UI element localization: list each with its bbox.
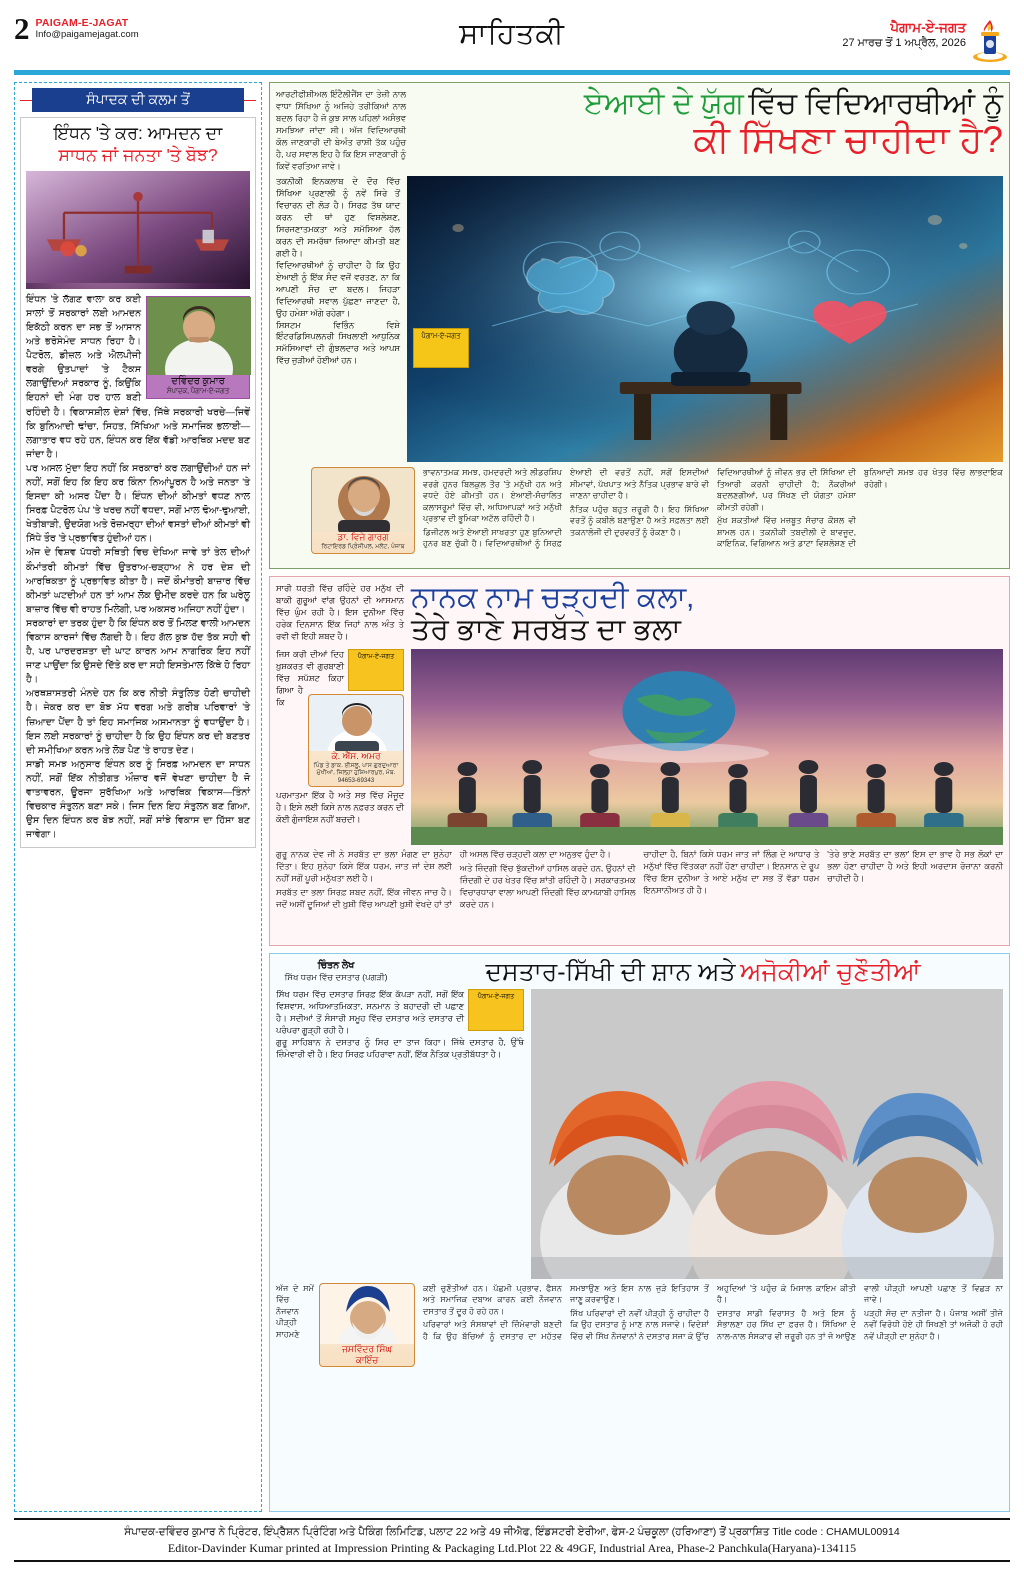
article-ai-photo — [407, 176, 1003, 462]
editorial-para: ਪਰ ਅਸਲ ਮੁੱਦਾ ਇਹ ਨਹੀਂ ਕਿ ਸਰਕਾਰਾਂ ਕਰ ਲਗਾਉਂਦੀਆਂ ਹਨ ਜਾਂ ਨਹੀਂ, ਸਗੋਂ ਇਹ ਕਿ ਇਹ ਕਰ ਕਿੰਨਾ ਨਿਆਂਪੂਰਨ ਹੈ ਅਤੇ ਜਨਤਾ 'ਤੇ ਇਸਦਾ ਕੀ ਅਸਰ ਪੈਂਦਾ ਹੈ। ਇੰਧਨ ਦੀਆਂ ਕੀਮਤਾਂ ਵਧਣ ਨਾਲ ਸਿਰਫ਼ ਪੈਟਰੋਲ ਪੰਪ 'ਤੇ ਖਰਚ ਨਹੀਂ ਵਧਦਾ, ਸਗੋਂ ਮਾਲ ਢੋਆ-ਢੁਆਈ, ਖੇਤੀਬਾੜੀ, ਉਦਯੋਗ ਅਤੇ ਰੋਜ਼ਮਰ੍ਹਾ ਦੀਆਂ ਵਸਤਾਂ ਦੀਆਂ ਕੀਮਤਾਂ ਵੀ ਸਿੱਧੇ ਤੌਰ 'ਤੇ ਪ੍ਰਭਾਵਿਤ ਹੁੰਦੀਆਂ ਹਨ। — [26, 462, 250, 545]
footer-imprint-en: Editor-Davinder Kumar printed at Impression Printing & Packaging Ltd.Plot 22 & 49GF, Industrial Area, Phase-2 Panchkula(Haryana)-134115 — [167, 1540, 857, 1555]
article-nanak-body — [276, 849, 1003, 911]
article-nanak-author-photo — [309, 695, 403, 751]
article-dastaar — [269, 953, 1010, 1512]
article-nanak-col-left — [276, 649, 404, 845]
article-nanak-headline-black: ਤੇਰੇ ਭਾਣੇ ਸਰਬੱਤ ਦਾ ਭਲਾ — [411, 613, 681, 646]
brand-name-en: PAIGAM-E-JAGAT — [35, 17, 129, 29]
article-nanak-para: ਚਾਹੀਦਾ ਹੈ, ਬਿਨਾਂ ਕਿਸੇ ਧਰਮ ਜਾਤ ਜਾਂ ਲਿੰਗ ਦੇ ਆਧਾਰ ਤੇ ਮਨੁੱਖਾਂ ਵਿੱਚ ਵਿੱਤਕਰਾ ਨਹੀਂ ਹੋਣਾ ਚਾਹੀਦਾ। ਇਨਸਾਨ ਦੇ ਰੂਪ ਵਿੱਚ ਇਸ ਦੁਨੀਆ ਤੇ ਆਏ ਮਨੁੱਖ ਦਾ ਸਭ ਤੋਂ ਵੱਡਾ ਧਰਮ ਇਨਸਾਨੀਅਤ ਹੀ ਹੈ। — [643, 849, 820, 895]
section-title-wrap — [14, 18, 1010, 51]
page-number: 2 — [14, 11, 30, 46]
article-ai-para: ਤਕਨੀਕੀ ਇਨਕਲਾਬ ਦੇ ਦੌਰ ਵਿੱਚ ਸਿੱਖਿਆ ਪ੍ਰਣਾਲੀ ਨੂੰ ਨਵੇਂ ਸਿਰੇ ਤੋਂ ਵਿਚਾਰਨ ਦੀ ਲੋੜ ਹੈ। ਸਿਰਫ਼ ਤੱਥ ਯਾਦ ਕਰਨ ਦੀ ਥਾਂ ਹੁਣ ਵਿਸ਼ਲੇਸ਼ਣ, ਸਿਰਜਣਾਤਮਕਤਾ ਅਤੇ ਸਮੱਸਿਆ ਹੱਲ ਕਰਨ ਦੀ ਸਮਰੱਥਾ ਜ਼ਿਆਦਾ ਕੀਮਤੀ ਬਣ ਗਈ ਹੈ। — [276, 176, 400, 258]
article-nanak-para: ਸਾਰੀ ਧਰਤੀ ਵਿੱਚ ਰਹਿੰਦੇ ਹਰ ਮਨੁੱਖ ਦੀ ਬਾਕੀ ਗੁਰੂਆਂ ਵਾਂਗ ਉਹਨਾਂ ਦੀ ਆਸਮਾਨ ਵਿੱਚ ਘੁੰਮ ਰਹੀ ਹੈ। ਇਸ ਦੁਨੀਆ ਵਿੱਚ ਹਰੇਕ ਦਿਨਸਾਨ ਇੱਕ ਜਿਹਾਂ ਨਾਲ ਅੰਤ ਤੇ ਰਵੀ ਵੀ ਇਹੀ ਸ਼ਬਦ ਹੈ। — [276, 583, 404, 641]
editorial-tag: ਸੰਪਾਦਕ ਦੀ ਕਲਮ ਤੋਂ — [32, 88, 244, 112]
article-dastaar-headline-black: ਦਸਤਾਰ-ਸਿੱਖੀ ਦੀ ਸ਼ਾਨ ਅਤੇ — [485, 958, 736, 986]
editorial-para: ਸਰਕਾਰਾਂ ਦਾ ਤਰਕ ਹੁੰਦਾ ਹੈ ਕਿ ਇੰਧਨ ਕਰ ਤੋਂ ਮਿਲਣ ਵਾਲੀ ਆਮਦਨ ਵਿਕਾਸ ਕਾਰਜਾਂ ਵਿੱਚ ਲੱਗਦੀ ਹੈ। ਇਹ ਗੱਲ ਕੁਝ ਹੱਦ ਤੱਕ ਸਹੀ ਵੀ ਹੈ, ਪਰ ਪਾਰਦਰਸ਼ਤਾ ਦੀ ਘਾਟ ਕਾਰਨ ਆਮ ਨਾਗਰਿਕ ਇਹ ਨਹੀਂ ਜਾਣ ਪਾਉਂਦਾ ਕਿ ਉਸਦੇ ਦਿੱਤੇ ਕਰ ਦਾ ਸਹੀ ਇਸਤੇਮਾਲ ਕਿੱਥੇ ਹੋ ਰਿਹਾ ਹੈ। — [26, 617, 250, 686]
logo-text-pa: ਪੈਗਾਮ-ਏ-ਜਗਤ — [890, 20, 966, 35]
article-ai-para: ਡਿਜੀਟਲ ਅਤੇ ਏਆਈ ਸਾਖਰਤਾ ਹੁਣ ਬੁਨਿਆਦੀ ਹੁਨਰ ਬਣ ਚੁੱਕੀ ਹੈ। ਵਿਦਿਆਰਥੀਆਂ ਨੂੰ ਸਿਰਫ਼ ਏਆਈ ਦੀ ਵਰਤੋਂ ਨਹੀਂ, ਸਗੋਂ ਇਸਦੀਆਂ ਸੀਮਾਵਾਂ, ਪੱਖਪਾਤ ਅਤੇ ਨੈਤਿਕ ਪ੍ਰਭਾਵ ਬਾਰੇ ਵੀ ਜਾਣਨਾ ਚਾਹੀਦਾ ਹੈ। — [423, 468, 709, 549]
article-ai-para: ਵਿਦਿਆਰਥੀਆਂ ਨੂੰ ਚਾਹੀਦਾ ਹੈ ਕਿ ਉਹ ਏਆਈ ਨੂੰ ਇੱਕ ਸੰਦ ਵਜੋਂ ਵਰਤਣ, ਨਾ ਕਿ ਆਪਣੀ ਸੋਚ ਦਾ ਬਦਲ। ਜਿਹੜਾ ਵਿਦਿਆਰਥੀ ਸਵਾਲ ਪੁੱਛਣਾ ਜਾਣਦਾ ਹੈ, ਉਹ ਹਮੇਸ਼ਾ ਅੱਗੇ ਰਹੇਗਾ। — [276, 259, 400, 318]
article-ai-author-name: ਡਾ. ਵਿਜੇ ਗਾਰਗ — [337, 532, 389, 543]
editorial-column — [14, 82, 262, 1512]
article-ai-headline-red: ਕੀ ਸਿੱਖਣਾ ਚਾਹੀਦਾ ਹੈ? — [693, 119, 1003, 160]
article-ai-para: ਨੈਤਿਕ ਪਹੁੰਚ ਬਹੁਤ ਜ਼ਰੂਰੀ ਹੈ। ਇਹ ਸਿੱਖਿਆ ਵਰਤੋਂ ਨੂੰ ਕਬੀਲੇ ਬਣਾਉਣਾ ਹੈ ਅਤੇ ਸਫ਼ਲਤਾ ਲਈ ਤਕਨਾਲੋਜੀ ਦੀ ਦੁਰਵਰਤੋਂ ਨੂੰ ਰੋਕਣਾ ਹੈ। — [570, 504, 709, 537]
article-dastaar-author-name2: ਕਾਇੰਚ — [355, 1354, 379, 1365]
article-ai-para: ਭਾਵਨਾਤਮਕ ਸਮਝ, ਹਮਦਰਦੀ ਅਤੇ ਲੀਡਰਸ਼ਿਪ ਵਰਗੇ ਹੁਨਰ ਬਿਲਕੁਲ ਤੌਰ 'ਤੇ ਮਨੁੱਖੀ ਹਨ ਅਤੇ ਵਧਦੇ ਹੋਏ ਕੀਮਤੀ ਹਨ। ਏਆਈ-ਸੰਚਾਲਿਤ ਕਲਾਸਰੂਮਾਂ ਵਿੱਚ ਵੀ, ਅਧਿਆਪਕਾਂ ਅਤੇ ਮਨੁੱਖੀ ਪ੍ਰਭਾਵ ਦੀ ਭੂਮਿਕਾ ਅਟੱਲ ਰਹਿੰਦੀ ਹੈ। — [423, 468, 562, 524]
article-ai-para: ਮੁੱਖ ਸ਼ਕਤੀਆਂ ਵਿੱਚ ਮਜ਼ਬੂਤ ਸੰਚਾਰ ਕੌਸ਼ਲ ਵੀ ਸ਼ਾਮਲ ਹਨ। ਤਕਨੀਕੀ ਤਬਦੀਲੀ ਦੇ ਬਾਵਜੂਦ, ਕਾਇਨਿਕ, ਵਿਗਿਆਨ ਅਤੇ ਡਾਟਾ ਵਿਸ਼ਲੇਸ਼ਣ ਦੀ ਬੁਨਿਆਦੀ ਸਮਝ ਹਰ ਖੇਤਰ ਵਿੱਚ ਲਾਭਦਾਇਕ ਰਹੇਗੀ। — [717, 468, 1003, 549]
article-nanak-author-sub: ਪਿੰਡ ਤੇ ਡਾਕ. ਈਸਲੂ, ਪਾਸ ਗੁਰਦੁਆਰਾ ਮੁੱਖੀਆਂ, ਜ਼ਿਲ੍ਹਾ ਹੁਸ਼ਿਆਰਪੁਰ, ਮੋਬ. 94653-69343 — [313, 761, 399, 784]
article-dastaar-author-card — [319, 1283, 415, 1367]
article-dastaar-author-name: ਜਸਵਿੰਦਰ ਸਿੰਘ — [341, 1344, 393, 1354]
torch-logo-icon — [970, 20, 1010, 64]
paigam-stamp — [413, 328, 469, 368]
article-dastaar-para: ਪਰਿਵਾਰਾਂ ਅਤੇ ਸੰਸਥਾਵਾਂ ਦੀ ਜ਼ਿੰਮੇਵਾਰੀ ਬਣਦੀ ਹੈ ਕਿ ਉਹ ਬੱਚਿਆਂ ਨੂੰ ਦਸਤਾਰ ਦਾ ਮਹੱਤਵ ਸਮਝਾਉਣ ਅਤੇ ਇਸ ਨਾਲ ਜੁੜੇ ਇਤਿਹਾਸ ਤੋਂ ਜਾਣੂ ਕਰਵਾਉਣ। — [423, 1284, 709, 1341]
article-ai-lead: ਆਰਟੀਫੀਸ਼ੀਅਲ ਇੰਟੈਲੀਜੈਂਸ ਦਾ ਤੇਜ਼ੀ ਨਾਲ ਵਾਧਾ ਸਿੱਖਿਆ ਨੂੰ ਅਜਿਹੇ ਤਰੀਕਿਆਂ ਨਾਲ ਬਦਲ ਰਿਹਾ ਹੈ ਜੋ ਕੁਝ ਸਾਲ ਪਹਿਲਾਂ ਅਸੰਭਵ ਸਮਝਿਆ ਜਾਂਦਾ ਸੀ। ਅੱਜ ਵਿਦਿਆਰਥੀ ਕੋਲ ਜਾਣਕਾਰੀ ਦੀ ਬੇਅੰਤ ਰਾਸ਼ੀ ਤੱਕ ਪਹੁੰਚ ਹੈ, ਪਰ ਸਵਾਲ ਇਹ ਹੈ ਕਿ ਇਸ ਜਾਣਕਾਰੀ ਨੂੰ ਕਿਵੇਂ ਵਰਤਿਆ ਜਾਵੇ। — [276, 89, 406, 171]
editorial-author-photo — [147, 297, 249, 375]
article-nanak-para: ਅਤੇ ਜ਼ਿੰਦਗੀ ਵਿੱਚ ਝੁੱਕਦੀਆਂ ਹਾਸਿਲ ਕਰਦੇ ਹਨ, ਉਹਨਾਂ ਦੀ ਜ਼ਿੰਦਗੀ ਦੇ ਹਰ ਖੇਤਰ ਵਿੱਚ ਸ਼ਾਂਤੀ ਰਹਿੰਦੀ ਹੈ। ਸਰਕਾਰਤਮਕ ਵਿਚਾਰਧਾਰਾ ਵਾਲਾ ਆਪਣੀ ਜ਼ਿੰਦਗੀ ਵਿੱਚ ਕਾਮਯਾਬੀ ਹਾਸਿਲ ਕਰਦੇ ਹਨ। — [459, 862, 636, 909]
article-nanak-headline — [411, 583, 1003, 645]
article-dastaar-col-left — [276, 989, 524, 1279]
article-ai — [269, 82, 1010, 569]
content-grid — [14, 82, 1010, 1512]
article-dastaar-para: ਸਿੱਖ ਪਰਿਵਾਰਾਂ ਦੀ ਨਵੀਂ ਪੀੜ੍ਹੀ ਨੂੰ ਚਾਹੀਦਾ ਹੈ ਕਿ ਉਹ ਦਸਤਾਰ ਨੂੰ ਮਾਣ ਨਾਲ ਸਜਾਵੇ। ਵਿਦੇਸ਼ਾਂ ਵਿੱਚ ਵੀ ਸਿੱਖ ਨੌਜਵਾਨਾਂ ਨੇ ਦਸਤਾਰ ਸਜਾ ਕੇ ਉੱਚ ਅਹੁਦਿਆਂ 'ਤੇ ਪਹੁੰਚ ਕੇ ਮਿਸਾਲ ਕਾਇਮ ਕੀਤੀ ਹੈ। — [570, 1284, 856, 1341]
article-dastaar-kicker — [276, 960, 396, 983]
article-dastaar-headline-red: ਅਜੋਕੀਆਂ ਚੁਣੌਤੀਆਂ — [740, 958, 921, 986]
article-ai-col-left — [276, 176, 400, 462]
article-dastaar-body — [276, 1283, 1003, 1365]
paigam-stamp-text: ਪੈਗਾਮ-ਏ-ਜਗਤ — [357, 653, 395, 660]
paigam-stamp-text: ਪੈਗਾਮ-ਏ-ਜਗਤ — [477, 993, 515, 1000]
article-dastaar-author-photo — [320, 1284, 414, 1344]
editorial-author-card — [146, 296, 250, 399]
article-nanak-lead — [276, 583, 404, 645]
article-ai-headline-green: ਏਆਈ ਦੇ ਯੁੱਗ — [583, 87, 744, 120]
article-dastaar-headline-wrap — [403, 960, 1003, 985]
article-dastaar-kicker-wrap — [276, 960, 396, 983]
editorial-body — [26, 293, 250, 843]
editorial-author-name: ਦਵਿੰਦਰ ਕੁਮਾਰ — [147, 375, 249, 388]
editorial-headline-line2: ਸਾਧਨ ਜਾਂ ਜਨਤਾ 'ਤੇ ਬੋਝ? — [58, 144, 218, 165]
editorial-para: ਇੰਧਨ 'ਤੇ ਲੱਗਣ ਵਾਲਾ ਕਰ ਕਈ ਸਾਲਾਂ ਤੋਂ ਸਰਕਾਰਾਂ ਲਈ ਆਮਦਨ ਇਕੱਠੀ ਕਰਨ ਦਾ ਸਭ ਤੋਂ ਆਸਾਨ ਅਤੇ ਭਰੋਸੇਮੰਦ ਸਾਧਨ ਰਿਹਾ ਹੈ। ਪੈਟਰੋਲ, ਡੀਜ਼ਲ ਅਤੇ ਐਲਪੀਜੀ ਵਰਗੇ ਉਤਪਾਦਾਂ 'ਤੇ ਟੈਕਸ ਲਗਾਉਂਦਿਆਂ ਸਰਕਾਰ ਨੂੰ, ਕਿਉਂਕਿ ਇਹਨਾਂ ਦੀ ਮੰਗ ਹਰ ਹਾਲ ਬਣੀ ਰਹਿੰਦੀ ਹੈ। ਵਿਕਾਸਸ਼ੀਲ ਦੇਸ਼ਾਂ ਵਿੱਚ, ਜਿੱਥੇ ਸਰਕਾਰੀ ਖਰਚੇ—ਜਿਵੇਂ ਕਿ ਬੁਨਿਆਦੀ ਢਾਂਚਾ, ਸਿਹਤ, ਸਿੱਖਿਆ ਅਤੇ ਸਮਾਜਿਕ ਭਲਾਈ—ਲਗਾਤਾਰ ਵਧ ਰਹੇ ਹਨ, ਇੰਧਨ ਕਰ ਇੱਕ ਵੱਡੀ ਆਰਥਿਕ ਮਦਦ ਬਣ ਜਾਂਦਾ ਹੈ। — [26, 293, 250, 460]
masthead — [14, 0, 1010, 68]
footer-imprint-pa: ਸੰਪਾਦਕ-ਦਵਿੰਦਰ ਕੁਮਾਰ ਨੇ ਪ੍ਰਿੰਟਰ, ਇੰਪ੍ਰੈਸ਼ਨ ਪ੍ਰਿੰਟਿੰਗ ਅਤੇ ਪੈਕਿੰਗ ਲਿਮਿਟਿਡ, ਪਲਾਟ 22 ਅਤੇ 49 ਜੀਐਫ, ਇੰਡਸਟਰੀ ਏਰੀਆ, ਫੇਸ-2 ਪੰਚਕੂਲਾ (ਹਰਿਆਣਾ) ਤੋਂ ਪ੍ਰਕਾਸ਼ਿਤ Title code : CHAMUL00914 — [124, 1526, 900, 1538]
paigam-stamp-text: ਪੈਗਾਮ-ਏ-ਜਗਤ — [421, 333, 461, 341]
article-dastaar-para: ਅੱਜ ਦੇ ਸਮੇਂ ਵਿੱਚ ਨੌਜਵਾਨ ਪੀੜ੍ਹੀ ਸਾਹਮਣੇ ਕਈ ਚੁਣੌਤੀਆਂ ਹਨ। ਪੱਛਮੀ ਪ੍ਰਭਾਵ, ਫੈਸ਼ਨ ਅਤੇ ਸਮਾਜਿਕ ਦਬਾਅ ਕਾਰਨ ਕਈ ਨੌਜਵਾਨ ਦਸਤਾਰ ਤੋਂ ਦੂਰ ਹੋ ਰਹੇ ਹਨ। — [276, 1284, 562, 1339]
editorial-photo-scales — [26, 171, 250, 289]
paigam-stamp — [348, 649, 404, 691]
article-nanak-para: ਜਿਸ ਕਰੀ ਦੀਆਂ ਦਿਹ ਖ਼ੁਸ਼ਕਰਤ ਵੀ ਗੁਰਬਾਣੀ ਵਿੱਚ ਸਪੱਸ਼ਟ ਕਿਹਾ ਗਿਆ ਹੈ ਕਿ ਪਰਮਾਤਮਾ ਇੱਕ ਹੈ ਅਤੇ ਸਭ ਵਿੱਚ ਮੌਜੂਦ ਹੈ। ਇਸੇ ਲਈ ਕਿਸੇ ਨਾਲ ਨਫ਼ਰਤ ਕਰਨ ਦੀ ਕੋਈ ਗੁੰਜਾਇਸ਼ ਨਹੀਂ ਬਚਦੀ। — [276, 649, 404, 824]
article-dastaar-para: ਗੁਰੂ ਸਾਹਿਬਾਨ ਨੇ ਦਸਤਾਰ ਨੂੰ ਸਿਰ ਦਾ ਤਾਜ ਕਿਹਾ। ਜਿੱਥੇ ਦਸਤਾਰ ਹੈ, ਉੱਥੇ ਜ਼ਿੰਮੇਵਾਰੀ ਵੀ ਹੈ। ਇਹ ਸਿਰਫ਼ ਪਹਿਰਾਵਾ ਨਹੀਂ, ਇੱਕ ਨੈਤਿਕ ਪ੍ਰਤੀਬੱਧਤਾ ਹੈ। — [276, 1036, 524, 1059]
article-nanak — [269, 576, 1010, 946]
article-dastaar-para: ਸਿੱਖ ਧਰਮ ਵਿੱਚ ਦਸਤਾਰ ਸਿਰਫ਼ ਇੱਕ ਕੱਪੜਾ ਨਹੀਂ, ਸਗੋਂ ਇੱਕ ਵਿਸ਼ਵਾਸ, ਅਧਿਆਤਮਿਕਤਾ, ਸਨਮਾਨ ਤੇ ਬਹਾਦਰੀ ਦੀ ਪਛਾਣ ਹੈ। ਸਦੀਆਂ ਤੋਂ ਸੰਸਾਰੀ ਸਮੂਹ ਵਿੱਚ ਦਸਤਾਰ ਅਤੇ ਦਸਤਾਰ ਦੀ ਪਰੰਪਰਾ ਗੂੜ੍ਹੀ ਰਹੀ ਹੈ। — [276, 989, 464, 1035]
article-nanak-para: 'ਤੇਰੇ ਭਾਣੇ ਸਰਬੱਤ ਦਾ ਭਲਾ' ਇਸ ਦਾ ਭਾਵ ਹੈ ਸਭ ਲੋਕਾਂ ਦਾ ਭਲਾ ਹੋਣਾ ਚਾਹੀਦਾ ਹੈ ਅਤੇ ਇਹੀ ਅਰਦਾਸ ਰੋਜ਼ਾਨਾ ਕਰਨੀ ਚਾਹੀਦੀ ਹੈ। — [827, 849, 1003, 883]
page-footer — [14, 1518, 1010, 1562]
article-ai-author-card — [311, 467, 415, 553]
article-ai-body — [276, 467, 1003, 549]
article-dastaar-kicker-sub: ਸਿੱਖ ਧਰਮ ਵਿੱਚ ਦਸਤਾਰ (ਪਗੜੀ) — [284, 972, 388, 983]
article-dastaar-top — [276, 960, 1003, 985]
editorial-para: ਅਰਥਸ਼ਾਸਤਰੀ ਮੰਨਦੇ ਹਨ ਕਿ ਕਰ ਨੀਤੀ ਸੰਤੁਲਿਤ ਹੋਣੀ ਚਾਹੀਦੀ ਹੈ। ਜੇਕਰ ਕਰ ਦਾ ਬੋਝ ਮੱਧ ਵਰਗ ਅਤੇ ਗਰੀਬ ਪਰਿਵਾਰਾਂ 'ਤੇ ਜ਼ਿਆਦਾ ਪੈਂਦਾ ਹੈ ਤਾਂ ਇਹ ਸਮਾਜਿਕ ਅਸਮਾਨਤਾ ਨੂੰ ਵਧਾਉਂਦਾ ਹੈ। ਇਸ ਲਈ ਸਰਕਾਰਾਂ ਨੂੰ ਚਾਹੀਦਾ ਹੈ ਕਿ ਉਹ ਇੰਧਨ ਕਰ ਦੀ ਬਣਤਰ ਦੀ ਸਮੀਖਿਆ ਕਰਨ ਅਤੇ ਲੋੜ ਪੈਣ 'ਤੇ ਰਾਹਤ ਦੇਣ। — [26, 688, 250, 756]
article-dastaar-para: ਪੜ੍ਹੀ ਸੋਚ ਦਾ ਨਤੀਜਾ ਹੈ। ਪੰਜਾਬ ਅਸੀਂ ਤੀਜੇ ਨਵੀਂ ਵਿਰੋਧੀ ਹੋਏ ਹੀ ਸਿਖਣੀ ਤਾਂ ਅਜੋਕੀ ਹੋ ਰਹੀ ਨਵੇਂ ਪੀੜ੍ਹੀ ਦਾ ਸੁਨੇਹਾ ਹੈ। — [864, 1308, 1003, 1341]
article-dastaar-kicker-label: ਚਿੰਤਨ ਲੇਖ — [317, 960, 355, 971]
header-divider — [14, 70, 1010, 75]
section-title: ਸਾਹਿਤਕੀ — [459, 18, 565, 50]
article-ai-middle — [276, 176, 1003, 462]
article-ai-top — [276, 89, 1003, 172]
editorial-author-desc: ਸੰਪਾਦਕ, ਪੈਗਾਮ-ਏ-ਜਗਤ — [147, 388, 249, 398]
editorial-para: ਸਾਡੀ ਸਮਝ ਅਨੁਸਾਰ ਇੰਧਨ ਕਰ ਨੂੰ ਸਿਰਫ਼ ਆਮਦਨ ਦਾ ਸਾਧਨ ਨਹੀਂ, ਸਗੋਂ ਇੱਕ ਨੀਤੀਗਤ ਔਜ਼ਾਰ ਵਜੋਂ ਵੇਖਣਾ ਚਾਹੀਦਾ ਹੈ ਜੋ ਵਾਤਾਵਰਨ, ਊਰਜਾ ਸੁਰੱਖਿਆ ਅਤੇ ਆਰਥਿਕ ਵਿਕਾਸ—ਤਿੰਨਾਂ ਵਿਚਕਾਰ ਸੰਤੁਲਨ ਬਣਾ ਸਕੇ। ਜਿਸ ਦਿਨ ਇਹ ਸੰਤੁਲਨ ਬਣ ਗਿਆ, ਉਸ ਦਿਨ ਇੰਧਨ ਕਰ ਬੋਝ ਨਹੀਂ, ਸਗੋਂ ਸਾਂਝੇ ਵਿਕਾਸ ਦਾ ਹਿੱਸਾ ਬਣ ਜਾਵੇਗਾ। — [26, 758, 250, 841]
article-nanak-headline-wrap — [411, 583, 1003, 645]
articles-column — [269, 82, 1010, 1512]
article-ai-headline — [413, 89, 1003, 158]
article-nanak-headline-blue: ਨਾਨਕ ਨਾਮ ਚੜ੍ਹਦੀ ਕਲਾ, — [411, 581, 695, 614]
article-nanak-para: ਸਰਬੱਤ ਦਾ ਭਲਾ ਸਿਰਫ਼ ਸ਼ਬਦ ਨਹੀਂ, ਇੱਕ ਜੀਵਨ ਜਾਚ ਹੈ। ਜਦੋਂ ਅਸੀਂ ਦੂਜਿਆਂ ਦੀ ਖ਼ੁਸ਼ੀ ਵਿੱਚ ਆਪਣੀ ਖ਼ੁਸ਼ੀ ਵੇਖਦੇ ਹਾਂ ਤਾਂ ਹੀ ਅਸਲ ਵਿੱਚ ਚੜ੍ਹਦੀ ਕਲਾ ਦਾ ਅਨੁਭਵ ਹੁੰਦਾ ਹੈ। — [276, 849, 611, 909]
editorial-inner — [20, 117, 256, 848]
paigam-stamp — [468, 989, 524, 1031]
article-nanak-author-card — [308, 694, 404, 787]
article-nanak-author-name: ਕੇ. ਐੱਸ. ਅਮਰ — [331, 751, 381, 761]
article-nanak-top — [276, 583, 1003, 645]
article-dastaar-photo — [531, 989, 1003, 1279]
article-ai-headline-black: ਵਿੱਚ ਵਿਦਿਆਰਥੀਆਂ ਨੂੰ — [748, 87, 1003, 120]
issue-date: 27 ਮਾਰਚ ਤੋਂ 1 ਅਪ੍ਰੈਲ, 2026 — [842, 36, 966, 49]
article-ai-headline-wrap — [413, 89, 1003, 172]
article-ai-para: ਸਿਸਟਮ ਵਿਭਿੰਨ ਵਿਸ਼ੇ ਇੰਟਰਡਿਸਿਪਲਨਰੀ ਸਿਖਲਾਈ ਆਧੁਨਿਕ ਸਮੱਸਿਆਵਾਂ ਦੀ ਗੁੰਝਲਦਾਰ ਅਤੇ ਆਪਸ ਵਿੱਚ ਜੁੜੀਆਂ ਹੋਈਆਂ ਹਨ। — [276, 319, 400, 366]
article-ai-para: ਵਿਦਿਆਰਥੀਆਂ ਨੂੰ ਜੀਵਨ ਭਰ ਦੀ ਸਿੱਖਿਆ ਦੀ ਤਿਆਰੀ ਕਰਨੀ ਚਾਹੀਦੀ ਹੈ; ਨੌਕਰੀਆਂ ਬਦਲਣਗੀਆਂ, ਪਰ ਸਿੱਖਣ ਦੀ ਯੋਗਤਾ ਹਮੇਸ਼ਾ ਕੀਮਤੀ ਰਹੇਗੀ। — [717, 468, 856, 512]
article-nanak-para: ਗੁਰੂ ਨਾਨਕ ਦੇਵ ਜੀ ਨੇ ਸਰਬੱਤ ਦਾ ਭਲਾ ਮੰਗਣ ਦਾ ਸੁਨੇਹਾ ਦਿੱਤਾ। ਇਹ ਸੁਨੇਹਾ ਕਿਸੇ ਇੱਕ ਧਰਮ, ਜਾਤ ਜਾਂ ਦੇਸ਼ ਲਈ ਨਹੀਂ ਸਗੋਂ ਪੂਰੀ ਮਨੁੱਖਤਾ ਲਈ ਹੈ। — [276, 849, 452, 883]
editorial-headline-line1: ਇੰਧਨ 'ਤੇ ਕਰ: ਆਮਦਨ ਦਾ — [53, 123, 223, 143]
contact-email: Info@paigamejagat.com — [35, 29, 139, 41]
editorial-box — [14, 82, 262, 1512]
article-ai-author-photo — [312, 468, 414, 532]
article-nanak-middle — [276, 649, 1003, 845]
article-dastaar-middle — [276, 989, 1003, 1279]
article-nanak-photo — [411, 649, 1003, 845]
article-dastaar-para: ਦਸਤਾਰ ਸਾਡੀ ਵਿਰਾਸਤ ਹੈ ਅਤੇ ਇਸ ਨੂੰ ਸੰਭਾਲਣਾ ਹਰ ਸਿੱਖ ਦਾ ਫ਼ਰਜ਼ ਹੈ। ਸਿੱਖਿਆ ਦੇ ਨਾਲ-ਨਾਲ ਸੰਸਕਾਰ ਵੀ ਜ਼ਰੂਰੀ ਹਨ ਤਾਂ ਜੋ ਆਉਣ ਵਾਲੀ ਪੀੜ੍ਹੀ ਆਪਣੀ ਪਛਾਣ ਤੋਂ ਵਿਛੜ ਨਾ ਜਾਵੇ। — [717, 1284, 1003, 1341]
editorial-para: ਅੱਜ ਦੇ ਵਿਸ਼ਵ ਪੱਧਰੀ ਸਥਿਤੀ ਵਿਚ ਦੇਖਿਆ ਜਾਵੇ ਤਾਂ ਤੇਲ ਦੀਆਂ ਕੌਮਾਂਤਰੀ ਕੀਮਤਾਂ ਵਿੱਚ ਉਤਰਾਅ-ਚੜ੍ਹਾਅ ਨੇ ਹਰ ਦੇਸ਼ ਦੀ ਆਰਥਿਕਤਾ ਨੂੰ ਪ੍ਰਭਾਵਿਤ ਕੀਤਾ ਹੈ। ਜਦੋਂ ਕੌਮਾਂਤਰੀ ਬਾਜ਼ਾਰ ਵਿੱਚ ਕੀਮਤਾਂ ਘਟਦੀਆਂ ਹਨ ਤਾਂ ਆਮ ਲੋਕ ਉਮੀਦ ਕਰਦੇ ਹਨ ਕਿ ਘਰੇਲੂ ਬਾਜ਼ਾਰ ਵਿੱਚ ਵੀ ਰਾਹਤ ਮਿਲੇਗੀ, ਪਰ ਅਕਸਰ ਅਜਿਹਾ ਨਹੀਂ ਹੁੰਦਾ। — [26, 547, 250, 615]
article-ai-author-sub: ਰਿਟਾਇਰਡ ਪ੍ਰਿੰਸੀਪਲ, ਮਲੋਟ, ਪੰਜਾਬ — [321, 543, 405, 551]
article-dastaar-headline — [403, 960, 1003, 985]
